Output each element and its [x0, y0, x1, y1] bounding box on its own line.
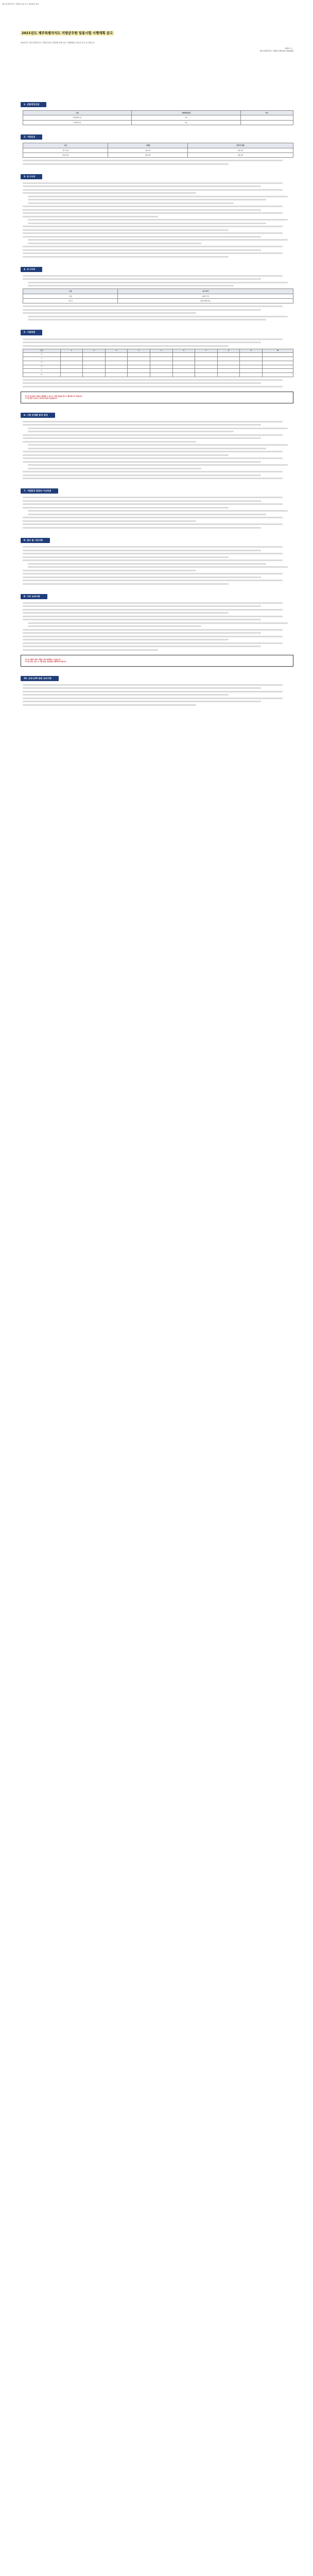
table-row: 필기시험 0월 0일 0월 0일 — [23, 148, 293, 152]
section-2 — [21, 134, 293, 165]
section-heading: 8. 접수 및 기타사항 — [21, 538, 50, 543]
section-heading: 9. 기타 유의사항 — [21, 594, 47, 599]
issuer-name: 제주특별자치도 지방공무원임용시험위원회 — [259, 50, 293, 53]
intro-text: 2021년도 제주특별자치도 지방공무원 공개경쟁 임용시험 시행계획을 다음과 같이 공고합니다. — [21, 42, 95, 44]
section-heading: 1. 선발예정인원 — [21, 102, 46, 107]
table-row: 연령 18세 이상 — [23, 294, 293, 298]
table-row: 거주지 제주특별자치도 — [23, 299, 293, 303]
schedule-table: 구분 시험일 합격자 발표 필기시험 0월 0일 0월 0일 면접시험 0월 0일 0월 0일 — [23, 143, 293, 158]
section-heading: 5. 시험방법 — [21, 330, 42, 335]
section-8 — [21, 538, 293, 585]
section-heading: 2. 시험일정 — [21, 134, 42, 140]
table-row: 지방세 9급 00 — [23, 120, 293, 125]
page-title: 2021년도 제주특별자치도 지방공무원 임용시험 시행계획 공고 — [22, 31, 113, 35]
section-heading: 3. 응시자격 — [21, 174, 42, 179]
section-heading: 6. 시험 단계별 합격 결정 — [21, 413, 55, 418]
section-5 — [21, 330, 293, 387]
content-area — [21, 93, 293, 707]
document-reference: 제주특별자치도 지방공무원 공고 제2021-0호 — [2, 3, 39, 5]
section-3 — [21, 174, 293, 258]
table-row: 나 — [23, 357, 293, 361]
table-row: 마 — [23, 369, 293, 373]
title-block — [21, 31, 293, 53]
section-9 — [21, 594, 293, 651]
score-table: 구분 1 2 3 4 5 6 7 8 9 10 가 나 다 라 마 바 — [23, 349, 293, 377]
table-row: 일반행정 9급 00 — [23, 115, 293, 120]
section-7 — [21, 488, 293, 529]
section-heading: 4. 응시자격 — [21, 267, 42, 272]
quota-table: 구분 선발예정인원 비고 일반행정 9급 00 지방세 9급 00 — [23, 110, 293, 125]
table-row: 가 — [23, 353, 293, 357]
issue-date: 2021. 1. . — [285, 47, 293, 50]
eligibility-table: 구분 응시자격 연령 18세 이상 거주지 제주특별자치도 — [23, 289, 293, 303]
section-4 — [21, 267, 293, 321]
table-row: 라 — [23, 365, 293, 369]
notice-line: ※ 본 공고문의 내용은 변경될 수 있으니 시험 일정을 반드시 확인하시기 바랍니다. — [25, 395, 83, 397]
section-heading: 7. 시험합격 결정의 가산특전 — [21, 488, 58, 494]
notice-line: ※ 응시원서 접수는 인터넷으로만 가능합니다. — [25, 397, 58, 400]
section-heading: 10. 코로나19 관련 유의사항 — [21, 676, 59, 681]
section-6 — [21, 413, 293, 480]
table-row: 다 — [23, 361, 293, 365]
notice-line: ※ 본 시험의 세부 사항은 추후 변경될 수 있습니다. — [25, 658, 61, 660]
signature-block — [21, 47, 293, 53]
notice-box — [21, 392, 293, 403]
section-10 — [21, 676, 293, 706]
notice-box-bottom — [21, 655, 293, 667]
table-row: 면접시험 0월 0일 0월 0일 — [23, 152, 293, 157]
notice-line: ※ 응시자는 반드시 시험 당일 신분증을 지참하여야 합니다. — [25, 660, 67, 663]
table-row: 바 — [23, 373, 293, 377]
section-1 — [21, 102, 293, 125]
